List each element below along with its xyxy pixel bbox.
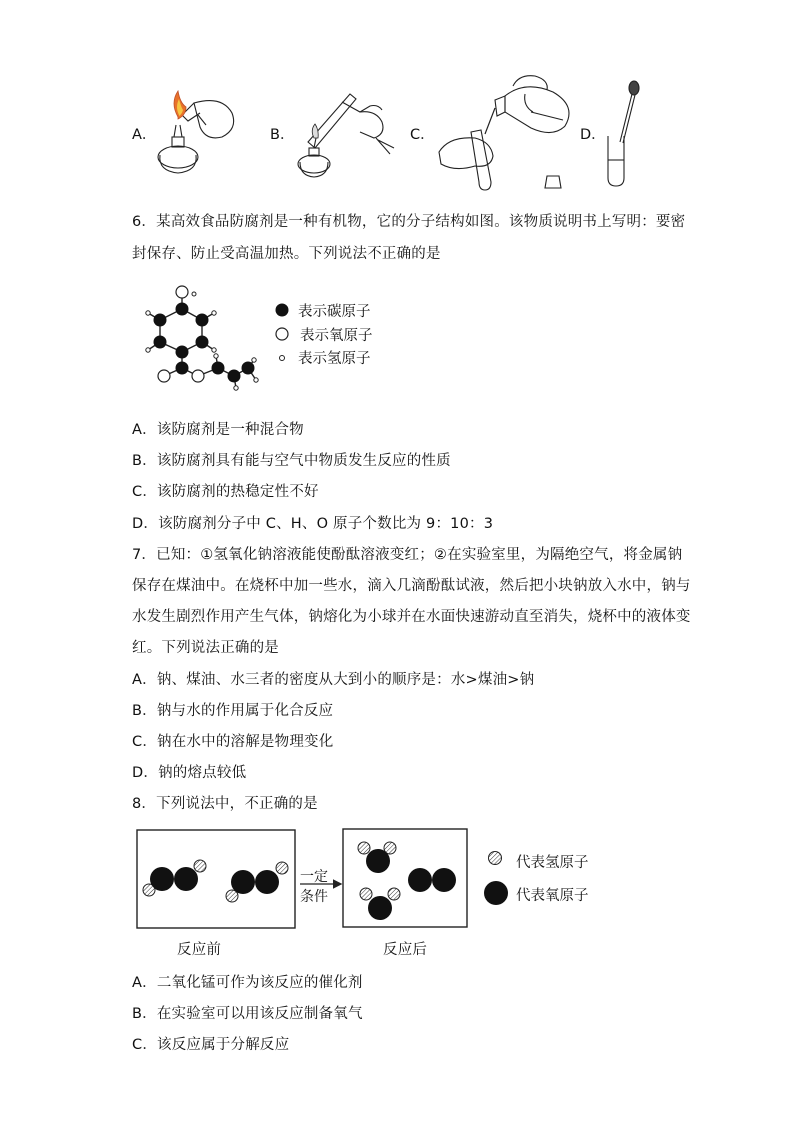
q5-option-c-label: C． [410, 127, 435, 143]
q8-choice-c: C．该反应属于分解反应 [132, 1037, 290, 1053]
q8-legend-hydrogen: 代表氢原子 [516, 855, 589, 871]
q8-legend-oxygen: 代表氧原子 [516, 888, 589, 904]
q5-option-a-label: A． [132, 127, 157, 143]
q7-choice-b: B．钠与水的作用属于化合反应 [132, 703, 334, 719]
q7-stem-line1: 7．已知：①氢氧化钠溶液能使酚酞溶液变红；②在实验室里，为隔绝空气，将金属钠 [132, 547, 683, 563]
before-reaction-label: 反应前 [177, 942, 222, 958]
q6-choice-b: B．该防腐剂具有能与空气中物质发生反应的性质 [132, 453, 451, 469]
q5-option-d-label: D． [580, 127, 606, 143]
q8-choice-a: A．二氧化锰可作为该反应的催化剂 [132, 975, 363, 991]
q8-choice-b: B．在实验室可以用该反应制备氧气 [132, 1006, 363, 1022]
q7-choice-a: A．钠、煤油、水三者的密度从大到小的顺序是：水>煤油>钠 [132, 672, 535, 688]
alcohol-lamp-lighting-illustration [152, 85, 242, 180]
reaction-condition-top: 一定 [300, 869, 328, 885]
q6-choice-a: A．该防腐剂是一种混合物 [132, 422, 304, 438]
q7-stem-line4: 红。下列说法正确的是 [132, 640, 279, 656]
q7-choice-d: D．钠的熔点较低 [132, 765, 247, 781]
q7-stem-line2: 保存在煤油中。在烧杯中加一些水，滴入几滴酚酞试液，然后把小块钠放入水中，钠与 [132, 578, 691, 594]
q6-choice-c: C．该防腐剂的热稳定性不好 [132, 484, 319, 500]
oxygen-atom-black-legend-icon [482, 879, 510, 907]
reaction-condition-bottom: 条件 [300, 889, 328, 905]
molecule-structure-diagram [140, 282, 270, 392]
q5-option-b-label: B． [270, 127, 295, 143]
reaction-after-box [342, 828, 470, 930]
q6-legend-carbon: 表示碳原子 [298, 304, 371, 320]
after-reaction-label: 反应后 [383, 942, 428, 958]
heating-test-tube-illustration [290, 82, 400, 182]
oxygen-atom-legend-icon [274, 326, 290, 342]
pouring-liquid-illustration [435, 72, 585, 192]
q6-stem-line1: 6．某高效食品防腐剂是一种有机物，它的分子结构如图。该物质说明书上写明：要密 [132, 214, 686, 230]
q7-stem-line3: 水发生剧烈作用产生气体，钠熔化为小球并在水面快速游动直至消失，烧杯中的液体变 [132, 609, 691, 625]
carbon-atom-legend-icon [274, 302, 290, 318]
hydrogen-atom-hatched-legend-icon [487, 850, 503, 866]
q6-legend-oxygen: 表示氧原子 [300, 328, 373, 344]
q8-stem: 8．下列说法中，不正确的是 [132, 796, 318, 812]
q6-legend-hydrogen: 表示氢原子 [298, 351, 371, 367]
q6-choice-d: D．该防腐剂分子中 C、H、O 原子个数比为 9：10：3 [132, 516, 494, 532]
q7-choice-c: C．钠在水中的溶解是物理变化 [132, 734, 334, 750]
dropper-test-tube-illustration [602, 80, 642, 190]
q6-stem-line2: 封保存、防止受高温加热。下列说法不正确的是 [132, 246, 441, 262]
hydrogen-atom-legend-icon [277, 353, 287, 363]
